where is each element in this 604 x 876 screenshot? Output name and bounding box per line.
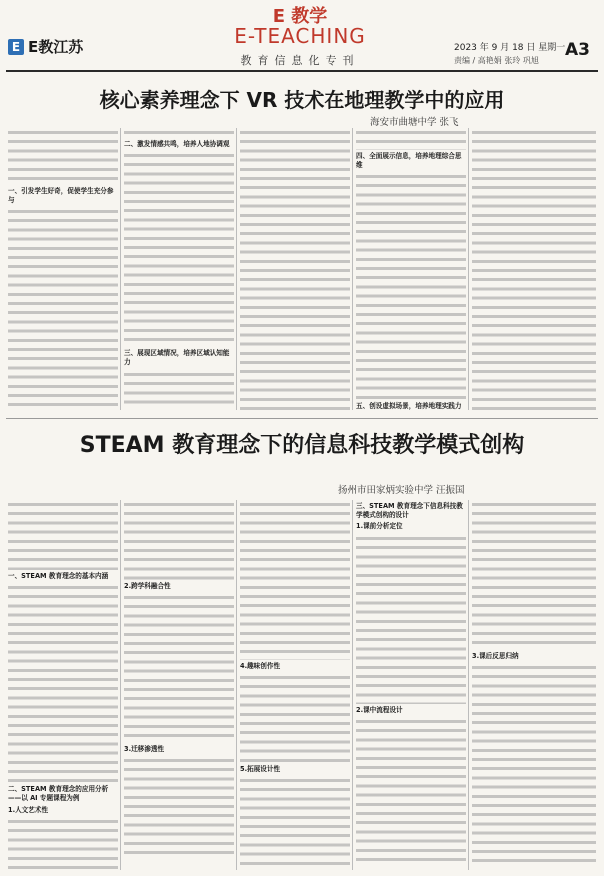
article2-subheading: 1.人文艺术性 (8, 805, 49, 814)
article2-subheading: 3.迁移渗透性 (124, 745, 165, 754)
article2-subheading: 2.跨学科融合性 (124, 582, 171, 590)
article1-column-4 (356, 128, 466, 410)
column-divider (236, 128, 237, 410)
article2-subheading: 一、STEAM 教育理念的基本内涵 (8, 572, 109, 580)
column-divider (468, 128, 469, 410)
section-title-cn: E 教学 (272, 6, 328, 27)
article2-subheading: 1.课前分析定位 (356, 522, 403, 531)
column-divider (352, 128, 353, 410)
article2-subheading: 3.课后反思归纳 (472, 652, 519, 660)
section-tagline: 教育信息化专刊 (240, 54, 360, 67)
article2-subheading: 二、STEAM 教育理念的应用分析——以 AI 专题课程为例 (8, 785, 109, 803)
article1-column-3 (240, 128, 350, 410)
article1-column-2 (124, 128, 234, 410)
masthead-rule (6, 70, 598, 72)
column-divider (468, 500, 469, 870)
logo-icon: E (8, 39, 24, 55)
article1-subheading: 五、创设虚拟场景，培养地理实践力 (356, 402, 462, 410)
article2-column-4 (356, 500, 466, 870)
issue-date: 2023 年 9 月 18 日 星期一 (454, 43, 566, 53)
column-divider (236, 500, 237, 870)
article1-column-1 (8, 128, 118, 410)
article2-column-3 (240, 500, 350, 870)
logo-text: E教江苏 (28, 38, 84, 56)
section-title-en: E-TEACHING (234, 24, 366, 48)
article2-column-1 (8, 500, 118, 870)
article2-subheading: 2.课中流程设计 (356, 705, 403, 714)
article2-column-5 (472, 500, 596, 870)
article1-column-5 (472, 128, 596, 410)
article1-subheading: 三、展现区域情况，培养区域认知能力 (124, 349, 230, 367)
article2-headline: STEAM 教育理念下的信息科技教学模式创构 (79, 433, 525, 458)
article2-subheading: 三、STEAM 教育理念下信息科技教学模式创构的设计 (356, 502, 463, 520)
column-divider (352, 500, 353, 870)
article2-byline: 扬州市田家炳实验中学 汪振国 (338, 485, 465, 496)
editor-credits: 责编 / 高艳娟 张玲 巩旭 (454, 56, 539, 65)
article2-column-2 (124, 500, 234, 870)
newspaper-logo[interactable] (8, 36, 83, 57)
page-number: A3 (565, 40, 590, 60)
article1-headline: 核心素养理念下 VR 技术在地理教学中的应用 (99, 88, 505, 112)
article1-subheading: 二、激发情感共鸣，培养人地协调观 (124, 140, 230, 148)
article2-subheading: 4.趣味创作性 (240, 662, 281, 670)
article1-byline: 海安市曲塘中学 张飞 (370, 117, 459, 128)
article2-subheading: 5.拓展设计性 (240, 765, 281, 774)
article-separator (6, 418, 598, 419)
column-divider (120, 500, 121, 870)
column-divider (120, 128, 121, 410)
article1-subheading: 四、全面展示信息，培养地理综合思维 (356, 152, 462, 170)
masthead (0, 0, 604, 70)
article1-subheading: 一、引发学生好奇，促使学生充分参与 (8, 187, 114, 205)
